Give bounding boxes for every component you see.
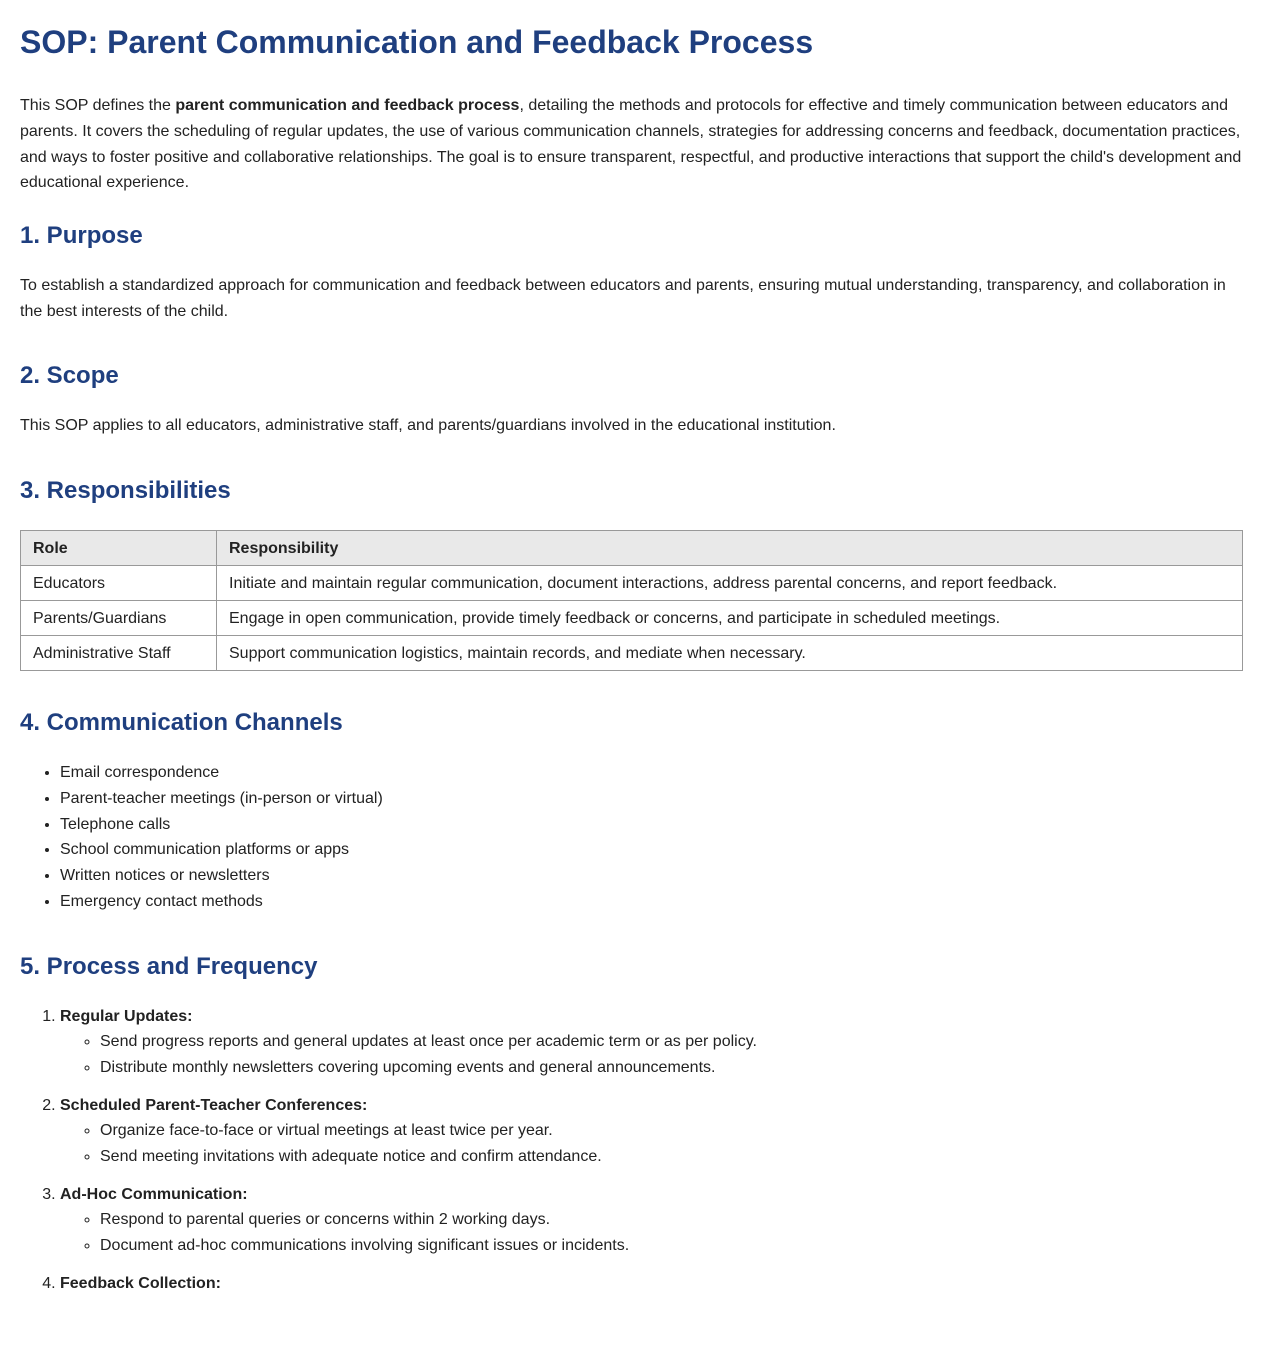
- intro-text-before: This SOP defines the: [20, 97, 176, 115]
- channels-heading: 4. Communication Channels: [20, 709, 343, 737]
- process-step: [60, 1271, 1243, 1297]
- purpose-heading: 1. Purpose: [20, 221, 143, 249]
- process-step-items: [60, 1118, 1243, 1169]
- table-cell-role: Parents/Guardians: [21, 601, 217, 636]
- process-step: [60, 1093, 1243, 1170]
- intro-text-after: , detailing the methods and protocols for effective and timely communication between educators and parents. It covers the scheduling of regular updates, the use of various communication channels, strategies for addressing concerns and feedback, documentation practices, and ways to foster positive and collaborative relationships. The goal is to ensure transparent, respectful, and productive interactions that support the child's development and educational experience.: [20, 97, 1242, 192]
- table-header-role: Role: [21, 531, 217, 566]
- list-item: ◦ Organize face-to-face or virtual meetings at least twice per year.: [100, 1118, 1243, 1144]
- process-steps-list: [20, 1004, 1243, 1297]
- process-step-title: Ad-Hoc Communication:: [60, 1185, 248, 1203]
- list-item: • Parent-teacher meetings (in-person or virtual): [60, 786, 1243, 812]
- table-row: [21, 601, 1243, 636]
- list-item: • Written notices or newsletters: [60, 863, 1243, 889]
- table-header-responsibility: Responsibility: [217, 531, 1243, 566]
- table-cell-role: Educators: [21, 566, 217, 601]
- page-title: SOP: Parent Communication and Feedback Process: [20, 24, 814, 60]
- scope-heading: 2. Scope: [20, 362, 119, 390]
- list-item: • Telephone calls: [60, 812, 1243, 838]
- channels-list: [20, 760, 1243, 914]
- table-cell-role: Administrative Staff: [21, 636, 217, 671]
- list-item: • Emergency contact methods: [60, 889, 1243, 915]
- list-item: ◦ Respond to parental queries or concerns within 2 working days.: [100, 1207, 1243, 1233]
- process-heading: 5. Process and Frequency: [20, 952, 318, 980]
- list-item: ◦ Document ad-hoc communications involving significant issues or incidents.: [100, 1233, 1243, 1259]
- intro-paragraph: [20, 93, 1243, 195]
- table-row: [21, 636, 1243, 671]
- responsibilities-table: [20, 530, 1243, 671]
- table-header-row: [21, 531, 1243, 566]
- table-cell-responsibility: Engage in open communication, provide timely feedback or concerns, and participate in scheduled meetings.: [217, 601, 1243, 636]
- list-item: ◦ Send progress reports and general updates at least once per academic term or as per policy.: [100, 1029, 1243, 1055]
- list-item: • Email correspondence: [60, 760, 1243, 786]
- process-step-title: Regular Updates:: [60, 1007, 193, 1025]
- intro-text-bold: parent communication and feedback process: [175, 97, 520, 115]
- process-step-title: Feedback Collection:: [60, 1274, 221, 1292]
- process-step: [60, 1182, 1243, 1259]
- purpose-text: To establish a standardized approach for communication and feedback between educators and parents, ensuring mutual understanding, transparency, and collaboration in the best interests of the child.: [20, 276, 1226, 320]
- responsibilities-heading: 3. Responsibilities: [20, 476, 231, 504]
- list-item: • School communication platforms or apps: [60, 837, 1243, 863]
- table-row: [21, 566, 1243, 601]
- process-step: [60, 1004, 1243, 1081]
- table-cell-responsibility: Initiate and maintain regular communication, document interactions, address parental concerns, and report feedback.: [217, 566, 1243, 601]
- process-step-items: [60, 1207, 1243, 1258]
- process-step-items: [60, 1029, 1243, 1080]
- scope-text: This SOP applies to all educators, administrative staff, and parents/guardians involved in the educational institution.: [20, 417, 836, 435]
- list-item: ◦ Distribute monthly newsletters covering upcoming events and general announcements.: [100, 1055, 1243, 1081]
- process-step-title: Scheduled Parent-Teacher Conferences:: [60, 1096, 368, 1114]
- table-cell-responsibility: Support communication logistics, maintain records, and mediate when necessary.: [217, 636, 1243, 671]
- list-item: ◦ Send meeting invitations with adequate notice and confirm attendance.: [100, 1144, 1243, 1170]
